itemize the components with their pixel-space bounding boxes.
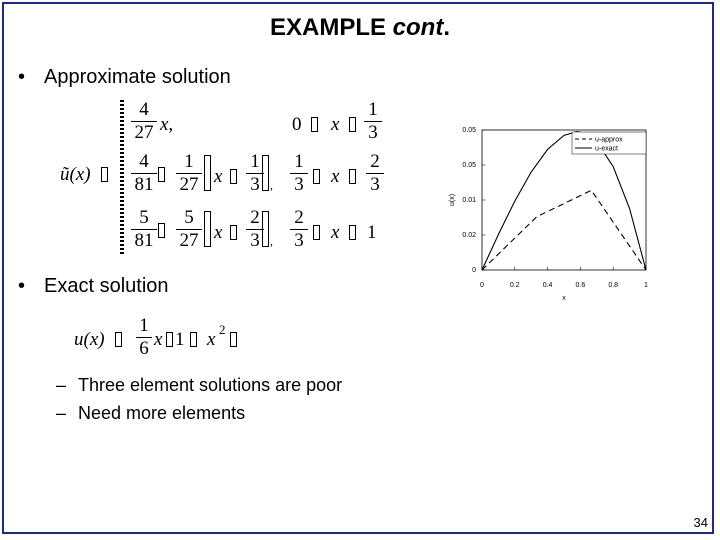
bullet-dot: • (18, 66, 26, 88)
approx-equation: ũ(x) 4 27 x, 0 x 1 3 4 81 1 27 x 1 3 , 1 3 x 2 3 5 81 5 27 x 2 3 , 2 3 x 1 (0, 0, 720, 540)
title-main: EXAMPLE (269, 14, 386, 41)
row2-range-lo: 1 3 (290, 152, 308, 195)
solution-chart (440, 122, 680, 302)
row1-range-var: x (331, 114, 340, 135)
title-period: . (443, 14, 451, 41)
x-tick-label: 0.6 (575, 282, 586, 289)
y-tick-label: 0.05 (462, 127, 476, 134)
row3-range-var: x (331, 222, 340, 243)
exact-lhs: u(x) (74, 329, 105, 350)
x-tick-label: 0.4 (542, 282, 553, 289)
sub-dash: – (56, 403, 67, 423)
page-number: 34 (693, 515, 708, 530)
x-tick-label: 0.2 (509, 282, 520, 289)
exact-x2: x (207, 329, 216, 350)
row3-coef1: 5 81 (131, 208, 157, 251)
row1-var: x, (160, 114, 174, 135)
y-tick-label: 0.05 (462, 162, 476, 169)
series-line-u-approx (482, 190, 646, 270)
paren-glyph (166, 332, 173, 347)
row2-coef1: 4 81 (131, 152, 157, 195)
x-axis-label: x (562, 295, 566, 302)
title-italic: cont (392, 14, 444, 41)
x-tick-label: 0.8 (608, 282, 619, 289)
exact-x: x (154, 329, 163, 350)
paren-glyph (230, 332, 237, 347)
exact-coef: 1 6 (136, 316, 152, 359)
approx-lhs: ũ(x) (60, 164, 91, 185)
row3-range-hi: 1 (367, 222, 377, 243)
row2-shift: 1 3 (246, 152, 264, 195)
row2-coef2: 1 27 (176, 152, 202, 195)
row2-range-hi: 2 3 (366, 152, 384, 195)
equals-glyph (115, 332, 122, 347)
row3-range-lo: 2 3 (290, 208, 308, 251)
y-axis-label: u(x) (449, 193, 456, 207)
y-tick-label: 0 (472, 267, 476, 274)
sub-text: Need more elements (78, 403, 246, 423)
exact-exponent: 2 (219, 322, 226, 337)
x-tick-label: 0 (480, 282, 484, 289)
row3-shift: 2 3 (246, 208, 264, 251)
minus-glyph (190, 332, 197, 347)
row3-coef2: 5 27 (176, 208, 202, 251)
row2-range-var: x (331, 166, 340, 187)
row1-range-lo: 0 (292, 114, 302, 135)
row1-range-hi: 1 3 (364, 100, 382, 143)
row3-var: x (214, 222, 223, 243)
bullet-text: Exact solution (44, 275, 169, 297)
legend-label: u-exact (595, 145, 618, 153)
sub-dash: – (56, 375, 67, 395)
y-tick-label: 0.02 (462, 232, 476, 239)
x-tick-label: 1 (644, 282, 648, 289)
sub-text: Three element solutions are poor (78, 375, 343, 395)
legend-label: u-approx (595, 136, 623, 144)
exact-one: 1 (175, 329, 185, 350)
bullet-dot: • (18, 275, 26, 297)
bullet-text: Approximate solution (44, 66, 231, 88)
row2-var: x (214, 166, 223, 187)
row1-coef: 4 27 (131, 100, 157, 143)
y-tick-label: 0.01 (462, 197, 476, 204)
